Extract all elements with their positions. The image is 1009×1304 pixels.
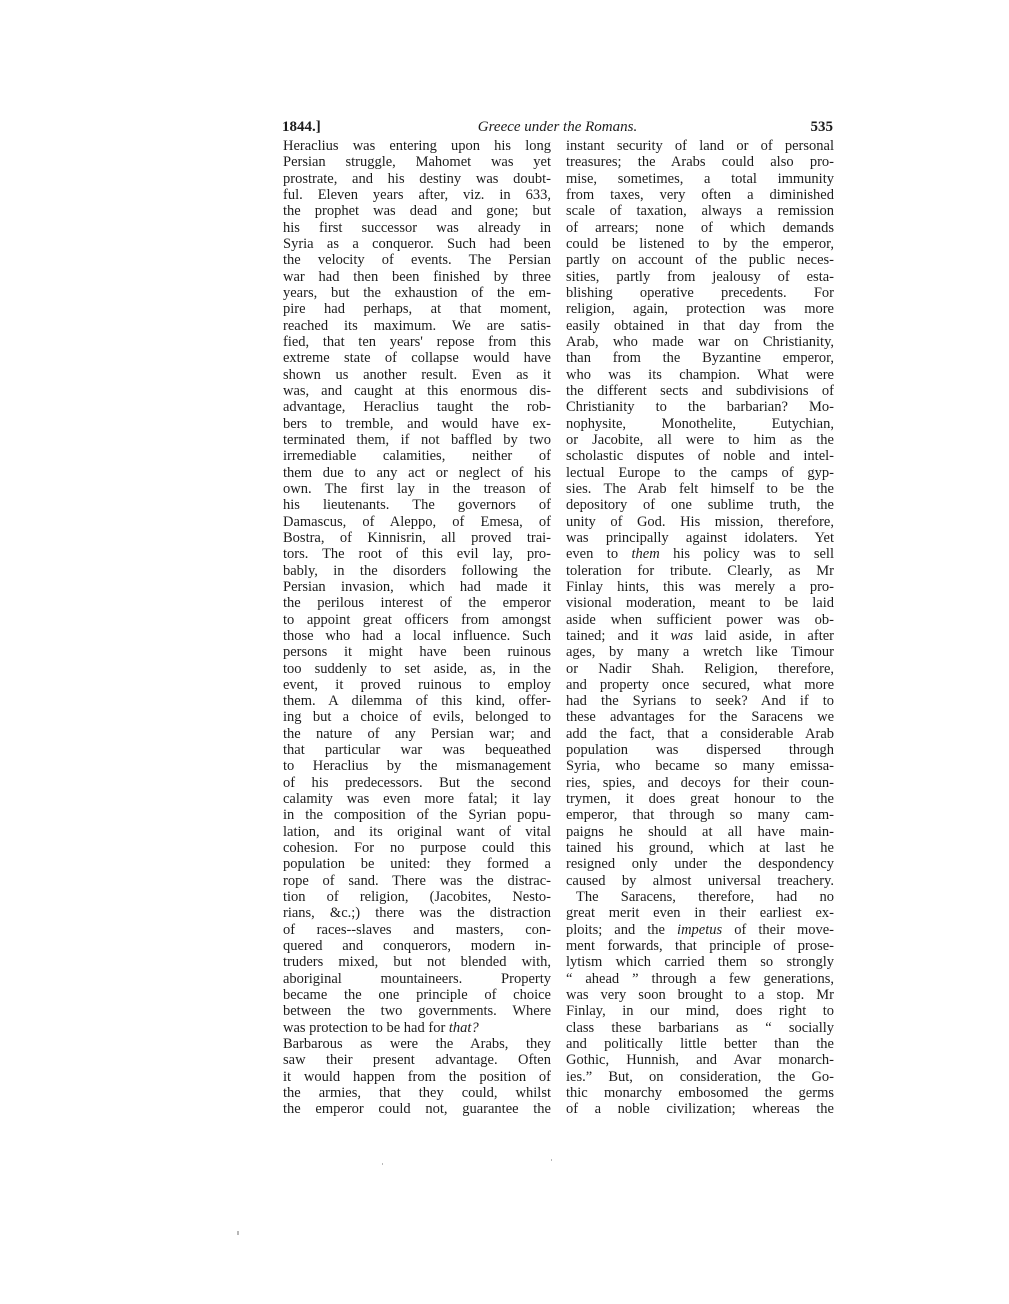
text-line: Finlay, in our mind, does right to [566, 1003, 834, 1020]
text-line: ies.” But, on consideration, the Go- [566, 1068, 834, 1085]
text-line: emperor, that through so many cam- [566, 807, 834, 824]
text-line: Heraclius was entering upon his long [283, 138, 551, 154]
text-line: of races--slaves and masters, con- [283, 921, 551, 938]
text-line: Persian struggle, Mahomet was yet [283, 154, 551, 171]
text-fragment: laid aside, in after [693, 627, 834, 644]
text-line: Finlay hints, this was merely a pro- [566, 578, 834, 595]
page-number: 535 [810, 119, 833, 135]
text-line: these advantages for the Saracens we [566, 709, 834, 726]
text-line: the emperor could not, guarantee the [283, 1101, 551, 1118]
text-line: had the Syrians to seek? And if to [566, 693, 834, 710]
text-line: blishing operative precedents. For [566, 284, 834, 301]
text-line: the prophet was dead and gone; but [283, 203, 551, 220]
text-line: bers to tremble, and would have ex- [283, 415, 551, 432]
text-fragment: his policy was to sell [659, 546, 834, 563]
text-line: quered and conquerors, modern in- [283, 938, 551, 955]
text-line: class these barbarians as “ socially [566, 1019, 834, 1036]
text-line: the different sects and subdivisions of [566, 382, 834, 399]
text-line: instant security of land or of personal [566, 138, 834, 154]
text-line: ful. Eleven years after, viz. in 633, [283, 186, 551, 203]
text-line: population was dispersed through [566, 742, 834, 759]
text-line: the nature of any Persian war; and [283, 725, 551, 742]
text-line: visional moderation, meant to be laid [566, 595, 834, 612]
text-line: than from the Byzantine emperor, [566, 350, 834, 367]
text-line: cohesion. For no purpose could this [283, 840, 551, 857]
text-line: toleration for tribute. Clearly, as Mr [566, 562, 834, 579]
text-line: the perilous interest of the emperor [283, 595, 551, 612]
text-line: Syria as a conqueror. Such had been [283, 235, 551, 252]
text-line: could be listened to by the emperor, [566, 235, 834, 252]
text-line: and property once secured, what more [566, 676, 834, 693]
text-line: irremediable calamities, neither of [283, 448, 551, 465]
text-line: unity of God. His mission, therefore, [566, 513, 834, 530]
text-line: Syria, who became so many emissa- [566, 758, 834, 775]
text-line: great merit even in their earliest ex- [566, 905, 834, 922]
text-line: was, and caught at this enormous dis- [283, 382, 551, 399]
text-line: mise, sometimes, a total immunity [566, 170, 834, 187]
text-line: add the fact, that a considerable Arab [566, 725, 834, 742]
text-line: from taxes, very often a diminished [566, 186, 834, 203]
running-head [282, 116, 833, 138]
text-fragment: was protection to be had for [283, 1019, 449, 1036]
text-line: scholastic disputes of noble and intel- [566, 448, 834, 465]
text-line: them. A dilemma of this kind, offer- [283, 693, 551, 710]
header-title: Greece under the Romans. [477, 119, 638, 135]
text-line: too suddenly to set aside, as, in the [283, 660, 551, 677]
text-line: pire had perhaps, at that moment, [283, 301, 551, 318]
text-line: it would happen from the position of [283, 1068, 551, 1085]
left-column [283, 138, 551, 1118]
scan-speck [551, 1159, 552, 1161]
text-line: depository of one sublime truth, the [566, 497, 834, 514]
italic-word: that? [448, 1019, 479, 1036]
text-line: the armies, that they could, whilst [283, 1085, 551, 1102]
text-line: lation, and its original want of vital [283, 823, 551, 840]
text-line: to appoint great officers from amongst [283, 611, 551, 628]
text-line: or Nadir Shah. Religion, therefore, [566, 660, 834, 677]
text-line: own. The first lay in the treason of [283, 480, 551, 497]
text-line: terminated them, if not baffled by two [283, 431, 551, 448]
text-line: reached its maximum. We are satis- [283, 317, 551, 334]
scan-speck [382, 1163, 383, 1165]
text-line: “ ahead ” through a few generations, [566, 970, 834, 987]
text-line: Gothic, Hunnish, and Avar monarch- [566, 1052, 834, 1069]
text-line: event, it proved ruinous to employ [283, 676, 551, 693]
text-line-with-italic [566, 628, 834, 644]
text-line: in the composition of the Syrian popu- [283, 807, 551, 824]
text-line: truders mixed, but not blended with, [283, 954, 551, 971]
text-line: easily obtained in that day from the [566, 317, 834, 334]
text-line: sies. The Arab felt himself to be the [566, 480, 834, 497]
text-line: of arrears; none of which demands [566, 219, 834, 236]
text-line: paigns he should at all have main- [566, 823, 834, 840]
text-fragment: ploits; and the [566, 921, 678, 938]
italic-word: them [631, 546, 660, 563]
text-line: population be united: they formed a [283, 856, 551, 873]
text-line: sities, partly from jealousy of esta- [566, 268, 834, 285]
text-line: who was its champion. What were [566, 366, 834, 383]
text-line: war had then been finished by three [283, 268, 551, 285]
text-line: persons it might have been ruinous [283, 644, 551, 661]
text-line: fied, that ten years' repose from this [283, 333, 551, 350]
text-line: nophysite, Monothelite, Eutychian, [566, 415, 834, 432]
italic-word: was [670, 627, 694, 644]
text-line: bably, in the disorders following the [283, 562, 551, 579]
text-line: tion of religion, (Jacobites, Nesto- [283, 889, 551, 906]
text-line: saw their present advantage. Often [283, 1052, 551, 1069]
text-line: rope of sand. There was the distrac- [283, 872, 551, 889]
text-line: Christianity to the barbarian? Mo- [566, 399, 834, 416]
text-line: between the two governments. Where [283, 1003, 551, 1020]
text-line: years, but the exhaustion of the em- [283, 284, 551, 301]
text-line: Barbarous as were the Arabs, they [283, 1036, 551, 1053]
text-line: Damascus, of Aleppo, of Emesa, of [283, 513, 551, 530]
text-line: ries, spies, and decoys for their coun- [566, 774, 834, 791]
text-line: Arab, who made war on Christianity, [566, 333, 834, 350]
text-line: was principally against idolaters. Yet [566, 529, 834, 546]
text-line: of his predecessors. But the second [283, 774, 551, 791]
text-line: the velocity of events. The Persian [283, 252, 551, 269]
text-fragment: of their move- [722, 921, 834, 938]
text-line: ment forwards, that principle of prose- [566, 938, 834, 955]
header-year: 1844.] [282, 119, 321, 135]
text-line: caused by almost universal treachery. [566, 872, 834, 889]
text-line: rians, &c.;) there was the distraction [283, 905, 551, 922]
text-line: The Saracens, therefore, had no [576, 889, 834, 906]
text-line: scale of taxation, always a remission [566, 203, 834, 220]
text-line: aboriginal mountaineers. Property [283, 970, 551, 987]
text-line: of a noble civilization; whereas the [566, 1101, 834, 1118]
text-line: or Jacobite, all were to him as the [566, 431, 834, 448]
text-line: calamity was even more fatal; it lay [283, 791, 551, 808]
text-line: tors. The root of this evil lay, pro- [283, 546, 551, 563]
text-line: and politically little better than the [566, 1036, 834, 1053]
text-line: thic monarchy embosomed the germs [566, 1085, 834, 1102]
text-line-with-italic [566, 922, 834, 938]
text-line: trymen, it does great honour to the [566, 791, 834, 808]
scan-speck [237, 1231, 239, 1235]
text-line: that particular war was bequeathed [283, 742, 551, 759]
text-line: religion, again, protection was more [566, 301, 834, 318]
text-line: to Heraclius by the mismanagement [283, 758, 551, 775]
text-line: Bostra, of Kinnisrin, all proved trai- [283, 529, 551, 546]
text-line: shown us another result. Even as it [283, 366, 551, 383]
text-line: extreme state of collapse would have [283, 350, 551, 367]
text-line: ing but a choice of evils, belonged to [283, 709, 551, 726]
text-line: prostrate, and his destiny was doubt- [283, 170, 551, 187]
text-line: treasures; the Arabs could also pro- [566, 154, 834, 171]
text-line: his first successor was already in [283, 219, 551, 236]
right-column [566, 138, 834, 1118]
text-fragment: even to [566, 546, 632, 563]
text-line: tained his ground, which at last he [566, 840, 834, 857]
text-line: advantage, Heraclius taught the rob- [283, 399, 551, 416]
italic-word: impetus [677, 921, 723, 938]
text-line: aside when sufficient power was ob- [566, 611, 834, 628]
text-line: ages, by many a wretch like Timour [566, 644, 834, 661]
text-line: partly on account of the public neces- [566, 252, 834, 269]
text-line: became the one principle of choice [283, 987, 551, 1004]
text-line: lectual Europe to the camps of gyp- [566, 464, 834, 481]
text-line: lytism which carried them so strongly [566, 954, 834, 971]
text-line-with-italic [566, 546, 834, 562]
text-line: his lieutenants. The governors of [283, 497, 551, 514]
text-line: them due to any act or neglect of his [283, 464, 551, 481]
text-line: resigned only under the despondency [566, 856, 834, 873]
text-line: those who had a local influence. Such [283, 627, 551, 644]
text-line: was very soon brought to a stop. Mr [566, 987, 834, 1004]
text-line-with-italic [283, 1020, 551, 1036]
text-line: Persian invasion, which had made it [283, 578, 551, 595]
text-fragment: tained; and it [566, 627, 671, 644]
